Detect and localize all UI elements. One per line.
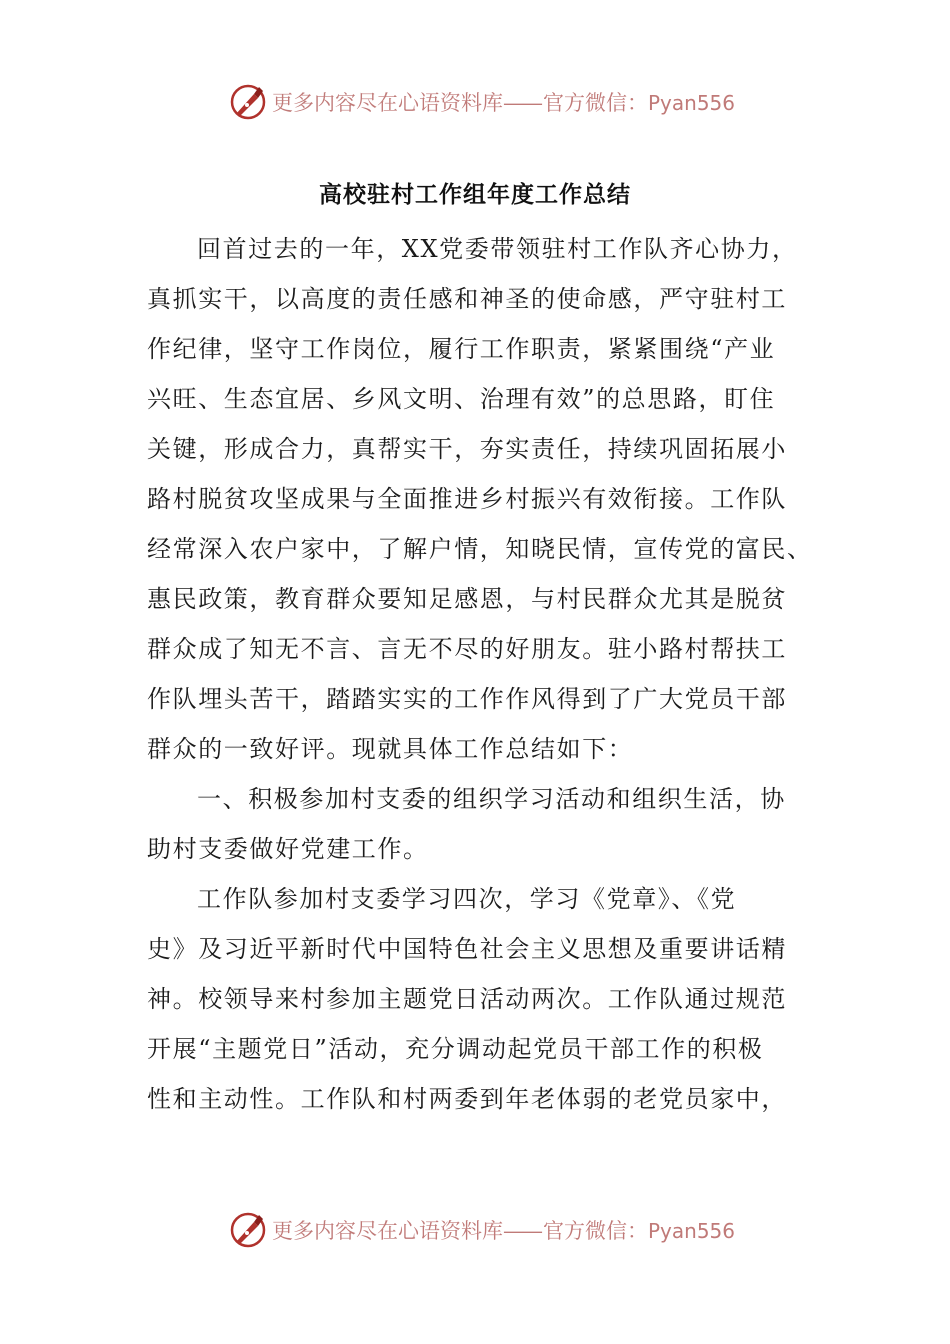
text-line: 群众的一致好评。现就具体工作总结如下：	[147, 735, 634, 763]
document-body	[147, 224, 813, 1124]
text-line: 兴旺、生态宜居、乡风文明、治理有效”的总思路，盯住	[147, 385, 776, 413]
text-line: 真抓实干，以高度的责任感和神圣的使命感，严守驻村工	[147, 285, 787, 313]
banner-main-text: 更多内容尽在心语资料库	[272, 91, 503, 115]
text-line: 群众成了知无不言、言无不尽的好朋友。驻小路村帮扶工	[147, 635, 787, 663]
section-heading-line: 一、积极参加村支委的组织学习活动和组织生活，协	[197, 785, 786, 813]
text-line: 工作队参加村支委学习四次，学习《党章》、《党	[197, 885, 737, 913]
text-line: 回首过去的一年，XX党委带领驻村工作队齐心协力，	[197, 235, 798, 263]
section-heading-line: 助村支委做好党建工作。	[147, 835, 429, 863]
text-line: 路村脱贫攻坚成果与全面推进乡村振兴有效衔接。工作队	[147, 485, 787, 513]
document-title: 高校驻村工作组年度工作总结	[319, 181, 631, 208]
text-line: 惠民政策，教育群众要知足感恩，与村民群众尤其是脱贫	[147, 585, 787, 613]
banner-dash-2: —	[522, 91, 543, 115]
banner-dash: —	[503, 91, 522, 115]
banner-text	[272, 87, 735, 117]
text-line: 开展“主题党日”活动，充分调动起党员干部工作的积极	[147, 1035, 764, 1063]
text-line: 史》及习近平新时代中国特色社会主义思想及重要讲话精	[147, 935, 787, 963]
pen-nib-circle-icon	[228, 82, 268, 122]
banner-official-label: 官方微信：	[543, 1219, 648, 1243]
banner-official-label: 官方微信：	[543, 91, 648, 115]
banner-dash: —	[503, 1219, 522, 1243]
banner-dash-2: —	[522, 1219, 543, 1243]
text-line: 作纪律，坚守工作岗位，履行工作职责，紧紧围绕“产业	[147, 335, 776, 363]
text-line: 性和主动性。工作队和村两委到年老体弱的老党员家中，	[147, 1085, 787, 1113]
banner-text	[272, 1215, 735, 1245]
text-line: 经常深入农户家中，了解户情，知晓民情，宣传党的富民、	[147, 535, 813, 563]
banner-wechat-id: Pyan556	[648, 1219, 736, 1243]
text-line: 关键，形成合力，真帮实干，夯实责任，持续巩固拓展小	[147, 435, 787, 463]
banner-main-text: 更多内容尽在心语资料库	[272, 1219, 503, 1243]
text-line: 作队埋头苦干，踏踏实实的工作作风得到了广大党员干部	[147, 685, 787, 713]
banner-wechat-id: Pyan556	[648, 91, 736, 115]
footer-banner[interactable]	[228, 1208, 735, 1252]
text-line: 神。校领导来村参加主题党日活动两次。工作队通过规范	[147, 985, 787, 1013]
header-banner[interactable]	[228, 80, 735, 124]
pen-nib-circle-icon	[228, 1210, 268, 1250]
